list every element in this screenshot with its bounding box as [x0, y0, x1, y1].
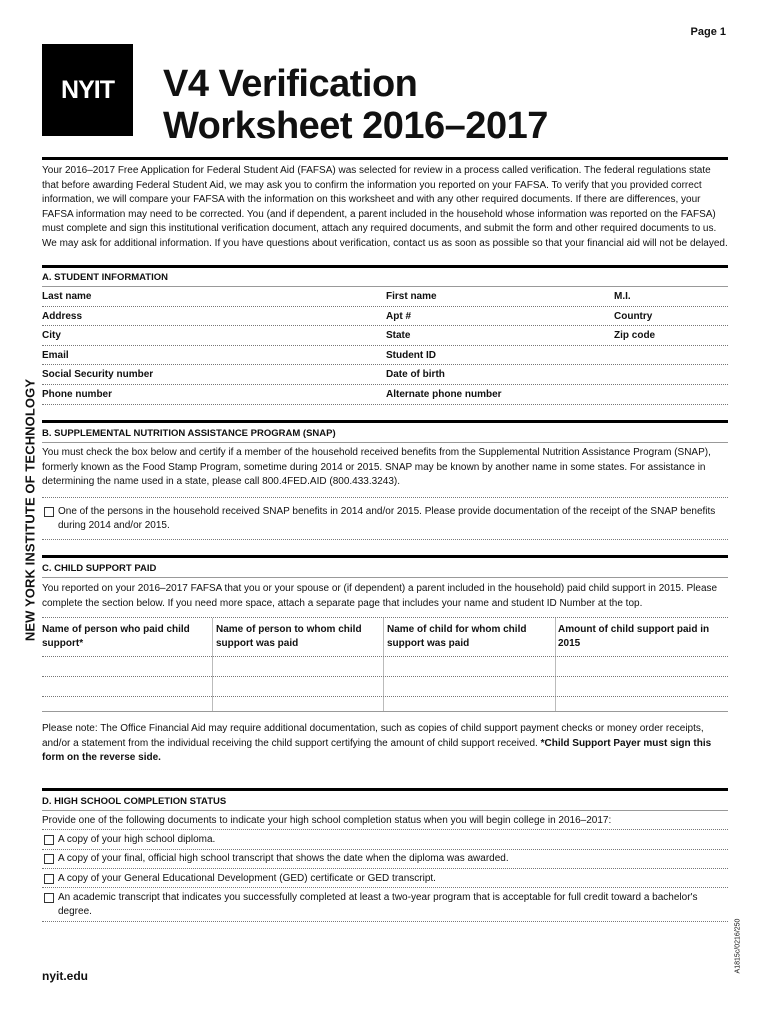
- child-support-instructions: You reported on your 2016–2017 FAFSA that you or your spouse or (if dependent) a parent included in the household) paid child support in 2015. Please complete the section below. If you need more space, attach a separate page that includes your name and student ID Number at the top.: [42, 583, 718, 609]
- note-bold-text: *Child Support Payer must sign this form on the reverse side.: [42, 737, 712, 764]
- row-divider: [42, 404, 728, 405]
- row-divider: [42, 497, 728, 498]
- section-a-rule: [42, 265, 728, 268]
- hs-ged-checkbox[interactable]: [44, 874, 54, 884]
- snap-checkbox-label: One of the persons in the household received SNAP benefits in 2014 and/or 2015. Please provide documentation of the receipt of the SNAP benefits during 2014 and/or 2015.: [58, 506, 716, 531]
- table-row-line: [42, 656, 728, 657]
- page-number: Page 1: [690, 26, 726, 38]
- row-divider: [42, 849, 728, 850]
- phone-label: Phone number: [42, 389, 113, 400]
- hs-option-label: A copy of your final, official high school transcript that shows the date when the diploma was awarded.: [58, 853, 509, 864]
- first-name-label: First name: [386, 291, 437, 302]
- form-code: A1815c/0216/250: [734, 918, 742, 974]
- last-name-label: Last name: [42, 291, 92, 302]
- alt-phone-label: Alternate phone number: [386, 389, 502, 400]
- column-divider: [555, 618, 556, 711]
- section-c-rule: [42, 555, 728, 558]
- title-rule: [42, 157, 728, 160]
- hs-option-label: A copy of your General Educational Development (GED) certificate or GED transcript.: [58, 873, 436, 884]
- side-institution-name: NEW YORK INSTITUTE OF TECHNOLOGY: [22, 378, 38, 642]
- section-d-rule: [42, 788, 728, 791]
- title-line-2: Worksheet 2016–2017: [163, 105, 548, 147]
- column-divider: [212, 618, 213, 711]
- col-payer-header: Name of person who paid child support*: [42, 624, 190, 649]
- row-divider: [42, 345, 728, 346]
- section-b-head-line: [42, 442, 728, 443]
- row-divider: [42, 921, 728, 922]
- student-id-label: Student ID: [386, 350, 436, 361]
- row-divider: [42, 617, 728, 618]
- section-c-heading: C. CHILD SUPPORT PAID: [42, 563, 157, 574]
- page-title: [163, 63, 548, 147]
- section-d-heading: D. HIGH SCHOOL COMPLETION STATUS: [42, 796, 227, 807]
- hs-instructions: Provide one of the following documents to indicate your high school completion status when you will begin college in 2016–2017:: [42, 815, 612, 826]
- snap-instructions: You must check the box below and certify if a member of the household received benefits from the Supplemental Nutrition Assistance Program (SNAP), formerly known as the Food Stamp Program, sometime during 2014 or 2015. SNAP may be known by another name in some states. For assistance in determining the name used in a state, please call 800.4FED.AID (800.433.3243).: [42, 447, 711, 488]
- note-plain-text: Please note: The Office Financial Aid may require additional documentation, such as copies of child support payment checks or money order receipts, and/or a statement from the individual receiving the child support certifying the amount of child support received.: [42, 723, 704, 749]
- row-divider: [42, 325, 728, 326]
- table-row-line: [42, 676, 728, 677]
- snap-checkbox[interactable]: [44, 507, 54, 517]
- col-child-header: Name of child for whom child support was paid: [387, 624, 527, 649]
- country-label: Country: [614, 311, 653, 322]
- mi-label: M.I.: [614, 291, 631, 302]
- col-payee-header: Name of person to whom child support was paid: [216, 624, 362, 649]
- section-b-rule: [42, 420, 728, 423]
- nyit-logo: NYIT: [42, 44, 133, 136]
- footer-url[interactable]: nyit.edu: [42, 969, 89, 983]
- section-b-heading: B. SUPPLEMENTAL NUTRITION ASSISTANCE PROGRAM (SNAP): [42, 428, 336, 439]
- hs-option-label: An academic transcript that indicates you successfully completed at least a two-year program that is acceptable for full credit toward a bachelor's degree.: [58, 892, 698, 917]
- column-divider: [383, 618, 384, 711]
- address-label: Address: [42, 311, 83, 322]
- hs-diploma-checkbox[interactable]: [44, 835, 54, 845]
- table-row-line: [42, 696, 728, 697]
- section-a-head-line: [42, 286, 728, 287]
- hs-option-label: A copy of your high school diploma.: [58, 834, 216, 845]
- ssn-label: Social Security number: [42, 369, 154, 380]
- row-divider: [42, 887, 728, 888]
- row-divider: [42, 868, 728, 869]
- hs-academic-transcript-checkbox[interactable]: [44, 893, 54, 903]
- row-divider: [42, 306, 728, 307]
- row-divider: [42, 384, 728, 385]
- table-bottom-line: [42, 711, 728, 712]
- apt-label: Apt #: [386, 311, 411, 322]
- section-c-head-line: [42, 577, 728, 578]
- zip-label: Zip code: [614, 330, 656, 341]
- section-d-head-line: [42, 810, 728, 811]
- intro-paragraph: Your 2016–2017 Free Application for Federal Student Aid (FAFSA) was selected for review in a process called verification. The federal regulations state that before awarding Federal Student Aid, we may ask you to confirm the information you reported on your FAFSA. To verify that you provided correct information, we will compare your FAFSA with the information on this worksheet and with any other required documents. If there are differences, your FAFSA information may need to be corrected. You (and if dependent, a parent included in the household whose information was reported on the FAFSA) must complete and sign this institutional verification document, attach any required documents, and submit the form and other required documents to us. We may ask for additional information. If you have questions about verification, contact us as soon as possible so that your financial aid will not be delayed.: [42, 165, 728, 249]
- city-label: City: [42, 330, 61, 341]
- row-divider: [42, 829, 728, 830]
- child-support-note: [42, 722, 732, 766]
- row-divider: [42, 364, 728, 365]
- title-line-1: V4 Verification: [163, 63, 418, 105]
- col-amount-header: Amount of child support paid in 2015: [558, 624, 710, 649]
- row-divider: [42, 539, 728, 540]
- dob-label: Date of birth: [386, 369, 445, 380]
- section-a-heading: A. STUDENT INFORMATION: [42, 272, 168, 283]
- hs-transcript-checkbox[interactable]: [44, 854, 54, 864]
- email-label: Email: [42, 350, 69, 361]
- state-label: State: [386, 330, 411, 341]
